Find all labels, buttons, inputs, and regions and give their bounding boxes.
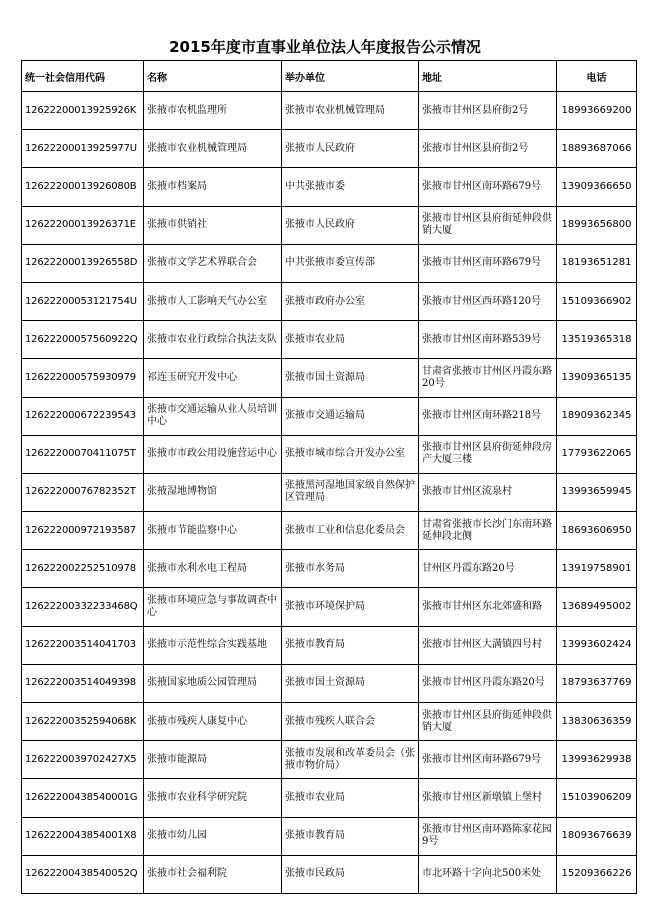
cell-address: 张掖市甘州区县府街2号: [419, 130, 557, 168]
cell-address: 张掖市甘州区东北郊盛和路: [419, 588, 557, 626]
cell-host-unit: 张掖市城市综合开发办公室: [282, 435, 419, 473]
table-row: [22, 512, 637, 550]
cell-credit-code: 126222003514049398: [22, 664, 144, 702]
table-row: [22, 626, 637, 664]
cell-host-unit: 张掖市发展和改革委员会（张掖市物价局）: [282, 741, 419, 779]
table-row: [22, 168, 637, 206]
cell-phone: 15103906209: [557, 779, 637, 817]
cell-credit-code: 126222000972193587: [22, 512, 144, 550]
col-header-name: 名称: [144, 61, 282, 92]
cell-credit-code: 126222000672239543: [22, 397, 144, 435]
col-header-phone: 电话: [557, 61, 637, 92]
cell-credit-code: 12622200013926080B: [22, 168, 144, 206]
cell-address: 张掖市甘州区南环路679号: [419, 741, 557, 779]
table-row: [22, 397, 637, 435]
table-row: [22, 321, 637, 359]
table-row: [22, 855, 637, 893]
cell-unit-name: 张掖市示范性综合实践基地: [144, 626, 282, 664]
table-row: [22, 703, 637, 741]
cell-credit-code: 12622200332233468Q: [22, 588, 144, 626]
table-row: [22, 588, 637, 626]
table-row: [22, 817, 637, 855]
cell-host-unit: 张掖市农业局: [282, 779, 419, 817]
cell-credit-code: 12622200013925926K: [22, 92, 144, 130]
cell-address: 张掖市甘州区县府街延伸段供销大厦: [419, 206, 557, 244]
cell-unit-name: 张掖市农业机械管理局: [144, 130, 282, 168]
cell-host-unit: 张掖黑河湿地国家级自然保护区管理局: [282, 473, 419, 511]
cell-credit-code: 126222002252510978: [22, 550, 144, 588]
cell-phone: 18993656800: [557, 206, 637, 244]
cell-phone: 13519365318: [557, 321, 637, 359]
table-row: [22, 282, 637, 320]
cell-unit-name: 张掖市幼儿园: [144, 817, 282, 855]
cell-address: 甘肃省张掖市长沙门东南环路延伸段北侧: [419, 512, 557, 550]
cell-phone: 18093676639: [557, 817, 637, 855]
cell-host-unit: 张掖市人民政府: [282, 130, 419, 168]
cell-host-unit: 张掖市农业局: [282, 321, 419, 359]
cell-unit-name: 张掖市人工影响天气办公室: [144, 282, 282, 320]
cell-phone: 13689495002: [557, 588, 637, 626]
cell-unit-name: 张掖市社会福利院: [144, 855, 282, 893]
table-row: [22, 435, 637, 473]
table-row: [22, 779, 637, 817]
cell-phone: 18193651281: [557, 244, 637, 282]
cell-address: 甘肃省张掖市甘州区丹霞东路20号: [419, 359, 557, 397]
cell-unit-name: 张掖市农机监理所: [144, 92, 282, 130]
cell-unit-name: 张掖市环境应急与事故调查中心: [144, 588, 282, 626]
cell-unit-name: 张掖市节能监察中心: [144, 512, 282, 550]
cell-credit-code: 12622200013926558D: [22, 244, 144, 282]
cell-unit-name: 张掖市农业科学研究院: [144, 779, 282, 817]
cell-credit-code: 126222003514041703: [22, 626, 144, 664]
cell-phone: 18993669200: [557, 92, 637, 130]
cell-unit-name: 张掖市档案局: [144, 168, 282, 206]
cell-host-unit: 张掖市人民政府: [282, 206, 419, 244]
cell-credit-code: 126222000575930979: [22, 359, 144, 397]
cell-address: 张掖市甘州区南环路539号: [419, 321, 557, 359]
col-header-code: 统一社会信用代码: [22, 61, 144, 92]
cell-phone: 13993659945: [557, 473, 637, 511]
page-title: 2015年度市直事业单位法人年度报告公示情况: [169, 38, 481, 56]
cell-unit-name: 张掖市残疾人康复中心: [144, 703, 282, 741]
table-row: [22, 244, 637, 282]
cell-phone: 13830636359: [557, 703, 637, 741]
cell-host-unit: 张掖市教育局: [282, 817, 419, 855]
cell-unit-name: 张掖市能源局: [144, 741, 282, 779]
cell-credit-code: 12622200013926371E: [22, 206, 144, 244]
report-table: [21, 60, 637, 894]
table-row: [22, 741, 637, 779]
cell-credit-code: 12622200438540052Q: [22, 855, 144, 893]
cell-credit-code: 12622200352594068K: [22, 703, 144, 741]
cell-phone: 13993629938: [557, 741, 637, 779]
cell-address: 张掖市甘州区南环路679号: [419, 244, 557, 282]
cell-credit-code: 12622200057560922Q: [22, 321, 144, 359]
cell-phone: 18893687066: [557, 130, 637, 168]
cell-address: 张掖市甘州区县府街延伸段供销大厦: [419, 703, 557, 741]
cell-host-unit: 中共张掖市委宣传部: [282, 244, 419, 282]
cell-phone: 15209366226: [557, 855, 637, 893]
cell-unit-name: 张掖市交通运输从业人员培训中心: [144, 397, 282, 435]
cell-host-unit: 中共张掖市委: [282, 168, 419, 206]
cell-host-unit: 张掖市水务局: [282, 550, 419, 588]
cell-host-unit: 张掖市国土资源局: [282, 359, 419, 397]
cell-phone: 18909362345: [557, 397, 637, 435]
cell-phone: 18793637769: [557, 664, 637, 702]
cell-address: 张掖市甘州区西环路120号: [419, 282, 557, 320]
col-header-addr: 地址: [419, 61, 557, 92]
cell-phone: 13993602424: [557, 626, 637, 664]
cell-host-unit: 张掖市交通运输局: [282, 397, 419, 435]
table-row: [22, 550, 637, 588]
cell-unit-name: 张掖市市政公用设施营运中心: [144, 435, 282, 473]
cell-unit-name: 张掖市文学艺术界联合会: [144, 244, 282, 282]
table-row: [22, 206, 637, 244]
cell-host-unit: 张掖市国土资源局: [282, 664, 419, 702]
cell-credit-code: 1262220043854001X8: [22, 817, 144, 855]
cell-address: 张掖市甘州区南环路218号: [419, 397, 557, 435]
table-header-row: [22, 61, 637, 92]
cell-host-unit: 张掖市民政局: [282, 855, 419, 893]
cell-address: 张掖市甘州区县府街延伸段房产大厦三楼: [419, 435, 557, 473]
cell-host-unit: 张掖市教育局: [282, 626, 419, 664]
cell-host-unit: 张掖市残疾人联合会: [282, 703, 419, 741]
cell-host-unit: 张掖市政府办公室: [282, 282, 419, 320]
cell-phone: 15109366902: [557, 282, 637, 320]
cell-address: 张掖市甘州区大满镇四号村: [419, 626, 557, 664]
table-row: [22, 92, 637, 130]
cell-phone: 18693606950: [557, 512, 637, 550]
cell-phone: 13909366650: [557, 168, 637, 206]
col-header-host: 举办单位: [282, 61, 419, 92]
cell-phone: 17793622065: [557, 435, 637, 473]
cell-address: 张掖市甘州区新墩镇上堡村: [419, 779, 557, 817]
cell-host-unit: 张掖市工业和信息化委员会: [282, 512, 419, 550]
cell-credit-code: 1262220039702427X5: [22, 741, 144, 779]
cell-credit-code: 12622200438540001G: [22, 779, 144, 817]
cell-unit-name: 张掖市水利水电工程局: [144, 550, 282, 588]
cell-host-unit: 张掖市环境保护局: [282, 588, 419, 626]
cell-credit-code: 12622200013925977U: [22, 130, 144, 168]
cell-unit-name: 张掖湿地博物馆: [144, 473, 282, 511]
table-row: [22, 359, 637, 397]
cell-unit-name: 祁连玉研究开发中心: [144, 359, 282, 397]
cell-credit-code: 12622200076782352T: [22, 473, 144, 511]
table-row: [22, 664, 637, 702]
cell-unit-name: 张掖市农业行政综合执法支队: [144, 321, 282, 359]
table-row: [22, 473, 637, 511]
table-row: [22, 130, 637, 168]
cell-unit-name: 张掖国家地质公园管理局: [144, 664, 282, 702]
cell-phone: 13909365135: [557, 359, 637, 397]
cell-address: 甘州区丹霞东路20号: [419, 550, 557, 588]
cell-unit-name: 张掖市供销社: [144, 206, 282, 244]
cell-address: 张掖市甘州区丹霞东路20号: [419, 664, 557, 702]
cell-phone: 13919758901: [557, 550, 637, 588]
cell-address: 张掖市甘州区流泉村: [419, 473, 557, 511]
cell-address: 市北环路十字向北500米处: [419, 855, 557, 893]
cell-host-unit: 张掖市农业机械管理局: [282, 92, 419, 130]
cell-address: 张掖市甘州区县府街2号: [419, 92, 557, 130]
cell-address: 张掖市甘州区南环路陈家花园9号: [419, 817, 557, 855]
cell-address: 张掖市甘州区南环路679号: [419, 168, 557, 206]
cell-credit-code: 12622200070411075T: [22, 435, 144, 473]
cell-credit-code: 12622200053121754U: [22, 282, 144, 320]
